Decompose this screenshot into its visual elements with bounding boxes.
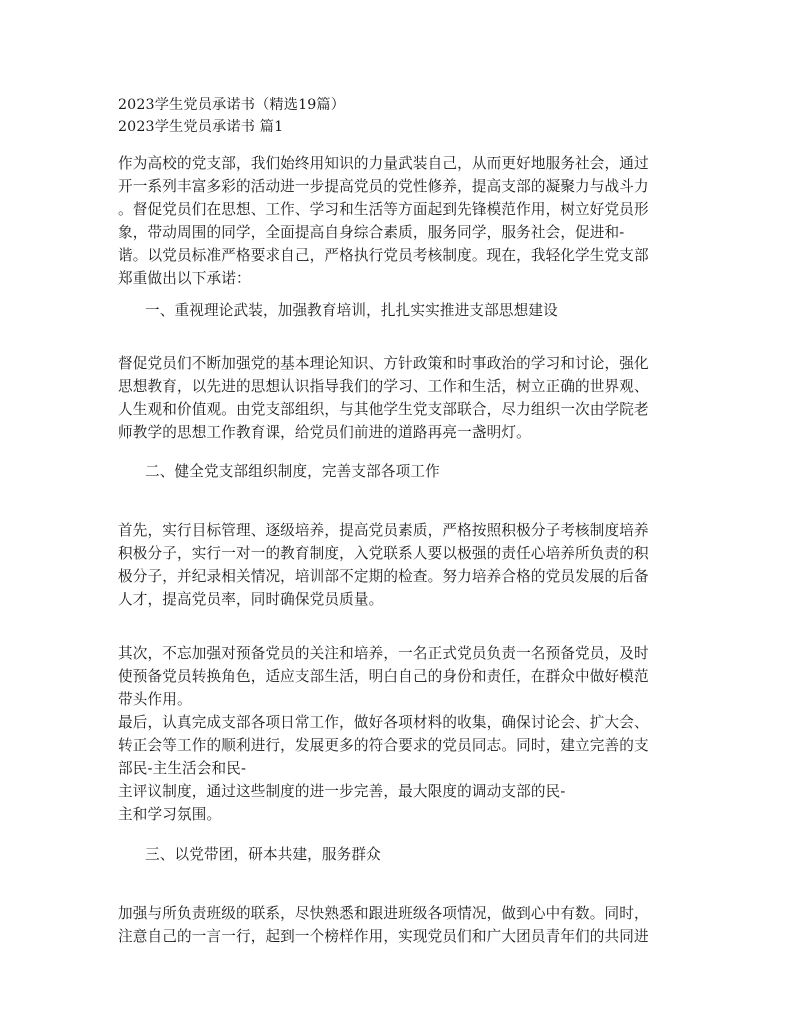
para3-line: 使预备党员转换角色，适应支部生活，明白自己的身份和责任，在群众中做好模范 [118,668,649,685]
para1-line: 督促党员们不断加强党的基本理论知识、方针政策和时事政治的学习和讨论，强化 [118,355,649,372]
intro-line: 象，带动周围的同学，全面提高自身综合素质，服务同学，服务社会，促进和- [118,224,625,241]
intro-line: 郑重做出以下承诺： [118,270,251,287]
intro-line: 谐。以党员标准严格要求自己，严格执行党员考核制度。现在，我轻化学生党支部 [118,247,649,264]
heading-2: 二、健全党支部组织制度，完善支部各项工作 [145,463,440,480]
para4-line: 加强与所负责班级的联系，尽快熟悉和跟进班级各项情况，做到心中有数。同时， [118,905,649,922]
para3-line: 带头作用。 [118,691,192,708]
para3-line: 主和学习氛围。 [118,806,222,823]
para3-line: 其次，不忘加强对预备党员的关注和培养，一名正式党员负责一名预备党员，及时 [118,645,649,662]
para1-line: 人生观和价值观。由党支部组织，与其他学生党支部联合，尽力组织一次由学院老 [118,401,649,418]
para1-line: 思想教育，以先进的思想认识指导我们的学习、工作和生活，树立正确的世界观、 [118,378,649,395]
para2-line: 人才，提高党员率，同时确保党员质量。 [118,591,384,608]
para3-line: 最后，认真完成支部各项日常工作，做好各项材料的收集，确保讨论会、扩大会、 [118,714,649,731]
para4-line: 注意自己的一言一行，起到一个榜样作用，实现党员们和广大团员青年们的共同进 [118,928,649,945]
section-title: 2023学生党员承诺书 篇1 [118,119,284,135]
para3-line: 主评议制度，通过这些制度的进一步完善，最大限度的调动支部的民- [118,783,566,800]
intro-line: 。督促党员们在思想、工作、学习和生活等方面起到先锋模范作用，树立好党员形 [118,201,649,218]
intro-line: 作为高校的党支部，我们始终用知识的力量武装自己，从而更好地服务社会，通过 [118,155,649,172]
para2-line: 极分子，并纪录相关情况，培训部不定期的检查。努力培养合格的党员发展的后备 [118,568,649,585]
para3-line: 部民-主生活会和民- [118,760,247,777]
para2-line: 积极分子，实行一对一的教育制度，入党联系人要以极强的责任心培养所负责的积 [118,545,649,562]
heading-1: 一、重视理论武装，加强教育培训，扎扎实实推进支部思想建设 [145,302,558,319]
document-title: 2023学生党员承诺书（精选19篇） [118,97,346,113]
para3-line: 转正会等工作的顺利进行，发展更多的符合要求的党员同志。同时，建立完善的支 [118,737,649,754]
para2-line: 首先，实行目标管理、逐级培养，提高党员素质，严格按照积极分子考核制度培养 [118,522,649,539]
heading-3: 三、以党带团，研本共建，服务群众 [145,846,381,863]
intro-line: 开一系列丰富多彩的活动进一步提高党员的党性修养，提高支部的凝聚力与战斗力 [118,178,649,195]
para1-line: 师教学的思想工作教育课，给党员们前进的道路再亮一盏明灯。 [118,424,531,441]
